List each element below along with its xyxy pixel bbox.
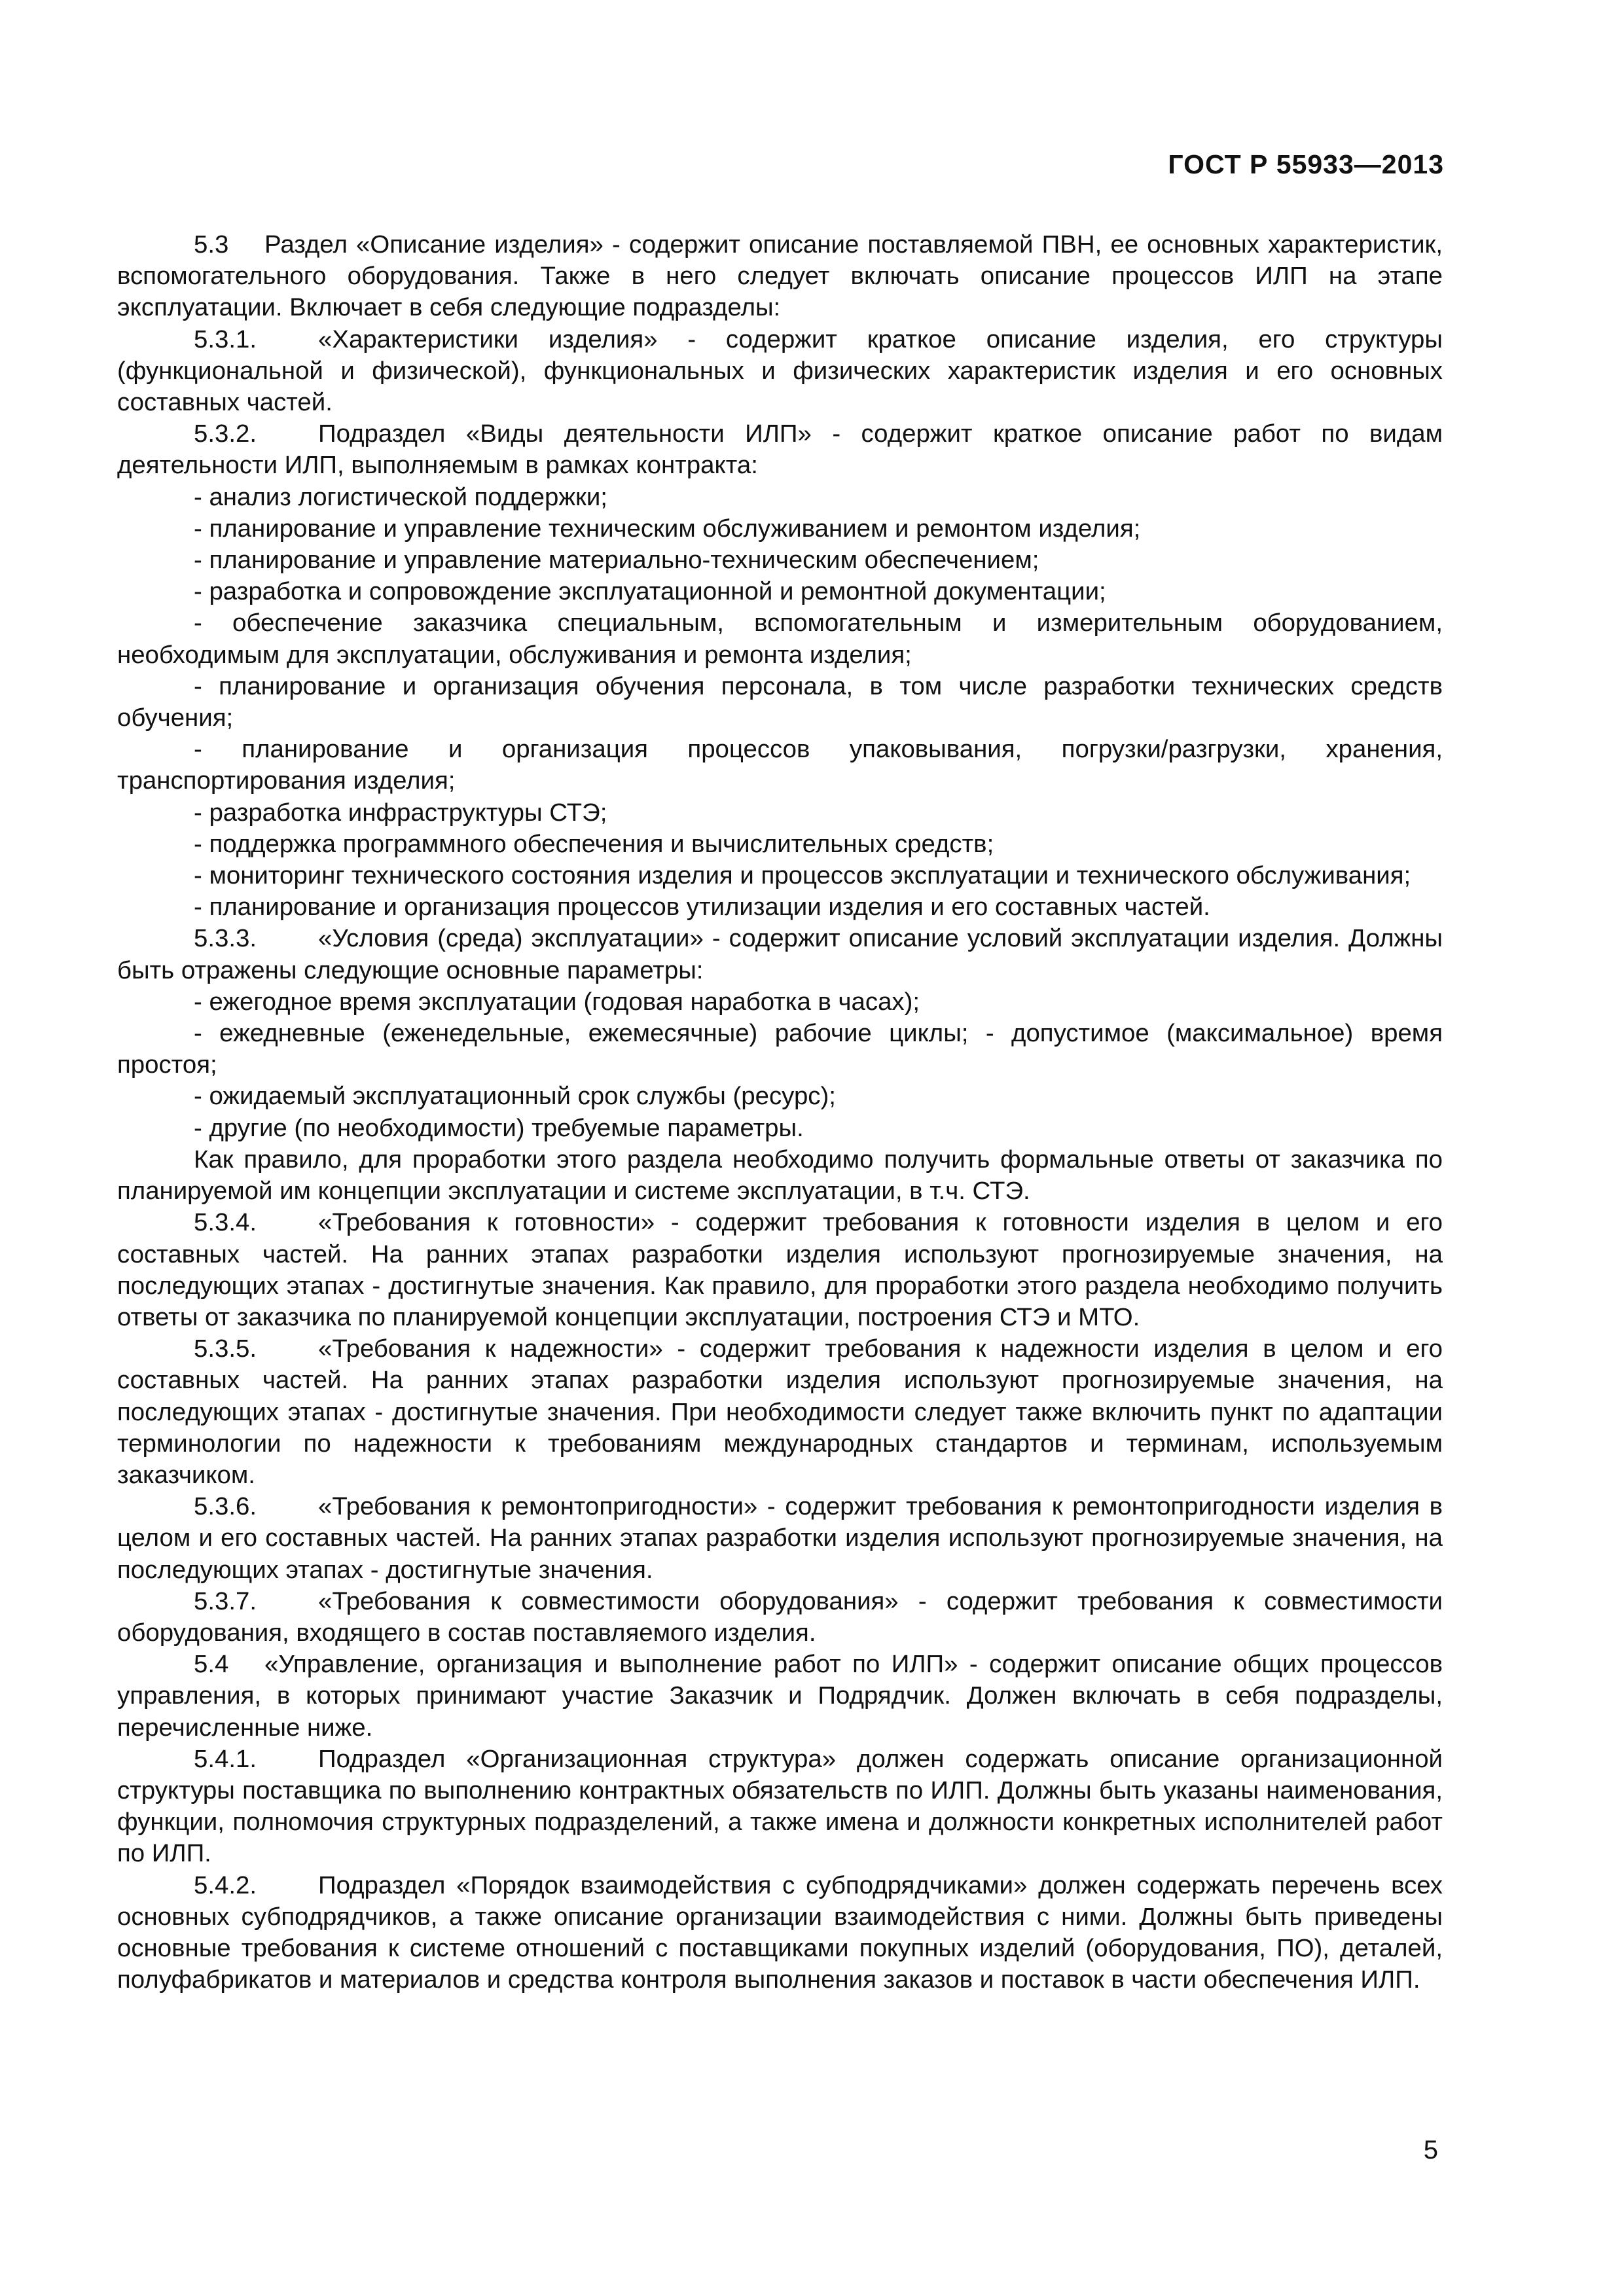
paragraph-text: «Характеристики изделия» - содержит краткое описание изделия, его структуры (функциональной и физической), функциональных и физических характеристик изделия и его основных составных частей. (117, 325, 1443, 417)
paragraph-number: 5.4 (194, 1650, 229, 1679)
paragraph-number: 5.3.6. (194, 1492, 257, 1521)
subsection-paragraph (117, 1586, 1443, 1649)
list-item: - планирование и организация процессов утилизации изделия и его составных частей. (194, 893, 1210, 922)
paragraph-number: 5.3.7. (194, 1587, 257, 1615)
paragraph-number: 5.3.1. (194, 325, 257, 353)
paragraph-number: 5.4.2. (194, 1871, 257, 1899)
body-paragraph: Как правило, для проработки этого раздела необходимо получить формальные ответы от заказчика по планируемой им концепции эксплуатации и системе эксплуатации, в т.ч. СТЭ. (117, 1145, 1443, 1206)
subsection-paragraph (117, 324, 1443, 419)
paragraph-number: 5.3 (194, 230, 229, 259)
list-item: - другие (по необходимости) требуемые параметры. (194, 1113, 804, 1142)
subsection-paragraph (117, 1207, 1443, 1333)
paragraph-text: Подраздел «Порядок взаимодействия с субподрядчиками» должен содержать перечень всех основных субподрядчиков, а также описание организации взаимодействия с ними. Должны быть приведены основные требования к системе отношений с поставщиками покупных изделий (оборудования, ПО), деталей, полуфабрикатов и материалов и средства контроля выполнения заказов и поставок в части обеспечения ИЛП. (117, 1871, 1443, 1994)
list-item: - планирование и управление техническим обслуживанием и ремонтом изделия; (194, 514, 1141, 543)
list-item: - ожидаемый эксплуатационный срок службы (ресурс); (194, 1082, 836, 1111)
paragraph-number: 5.3.2. (194, 420, 257, 448)
list-item: - разработка и сопровождение эксплуатационной и ремонтной документации; (194, 577, 1106, 606)
subsection-paragraph (117, 923, 1443, 986)
list-item: - планирование и организация обучения персонала, в том числе разработки технических средств обучения; (117, 672, 1443, 732)
list-item: - ежедневные (еженедельные, ежемесячные) рабочие циклы; - допустимое (максимальное) время простоя; (117, 1019, 1443, 1079)
document-standard-number: ГОСТ Р 55933—2013 (1168, 149, 1444, 179)
subsection-paragraph (117, 1744, 1443, 1870)
section-paragraph (117, 229, 1443, 324)
list-item: - разработка инфраструктуры СТЭ; (194, 798, 607, 827)
paragraph-text: Раздел «Описание изделия» - содержит описание поставляемой ПВН, ее основных характеристик, вспомогательного оборудования. Также в него следует включать описание процессов ИЛП на этапе эксплуатации. Включает в себя следующие подразделы: (117, 230, 1443, 322)
list-item: - мониторинг технического состояния изделия и процессов эксплуатации и технического обслуживания; (194, 861, 1411, 890)
list-item: - планирование и организация процессов упаковывания, погрузки/разгрузки, хранения, транспортирования изделия; (117, 735, 1443, 795)
subsection-paragraph (117, 418, 1443, 481)
paragraph-text: «Требования к ремонтопригодности» - содержит требования к ремонтопригодности изделия в целом и его составных частей. На ранних этапах разработки изделия используют прогнозируемые значения, на последующих этапах - достигнутые значения. (117, 1492, 1443, 1584)
document-body (117, 229, 1443, 1996)
paragraph-text: Подраздел «Организационная структура» должен содержать описание организационной структуры поставщика по выполнению контрактных обязательств по ИЛП. Должны быть указаны наименования, функции, полномочия структурных подразделений, а также имена и должности конкретных исполнителей работ по ИЛП. (117, 1744, 1443, 1868)
paragraph-text: «Требования к совместимости оборудования» - содержит требования к совместимости оборудования, входящего в состав поставляемого изделия. (117, 1587, 1443, 1647)
page-number: 5 (1423, 2136, 1438, 2164)
list-item: - обеспечение заказчика специальным, вспомогательным и измерительным оборудованием, необходимым для эксплуатации, обслуживания и ремонта изделия; (117, 609, 1443, 669)
subsection-paragraph (117, 1333, 1443, 1491)
paragraph-number: 5.3.4. (194, 1208, 257, 1237)
paragraph-text: «Управление, организация и выполнение работ по ИЛП» - содержит описание общих процессов управления, в которых принимают участие Заказчик и Подрядчик. Должен включать в себя подразделы, перечисленные ниже. (117, 1650, 1443, 1742)
paragraph-text: «Требования к готовности» - содержит требования к готовности изделия в целом и его составных частей. На ранних этапах разработки изделия используют прогнозируемые значения, на последующих этапах - достигнутые значения. Как правило, для проработки этого раздела необходимо получить ответы от заказчика по планируемой концепции эксплуатации, построения СТЭ и МТО. (117, 1208, 1443, 1331)
subsection-paragraph (117, 1870, 1443, 1996)
paragraph-number: 5.3.3. (194, 924, 257, 953)
paragraph-number: 5.4.1. (194, 1744, 257, 1773)
list-item: - планирование и управление материально-техническим обеспечением; (194, 546, 1039, 575)
subsection-paragraph (117, 1491, 1443, 1586)
section-paragraph (117, 1649, 1443, 1744)
list-item: - ежегодное время эксплуатации (годовая наработка в часах); (194, 987, 920, 1016)
paragraph-text: Подраздел «Виды деятельности ИЛП» - содержит краткое описание работ по видам деятельности ИЛП, выполняемым в рамках контракта: (117, 420, 1443, 480)
paragraph-text: «Требования к надежности» - содержит требования к надежности изделия в целом и его составных частей. На ранних этапах разработки изделия используют прогнозируемые значения, на последующих этапах - достигнутые значения. При необходимости следует также включить пункт по адаптации терминологии по надежности к требованиям международных стандартов и терминам, используемым заказчиком. (117, 1335, 1443, 1489)
list-item: - анализ логистической поддержки; (194, 482, 607, 511)
paragraph-number: 5.3.5. (194, 1335, 257, 1363)
paragraph-text: «Условия (среда) эксплуатации» - содержит описание условий эксплуатации изделия. Должны быть отражены следующие основные параметры: (117, 924, 1443, 984)
list-item: - поддержка программного обеспечения и вычислительных средств; (194, 829, 994, 858)
